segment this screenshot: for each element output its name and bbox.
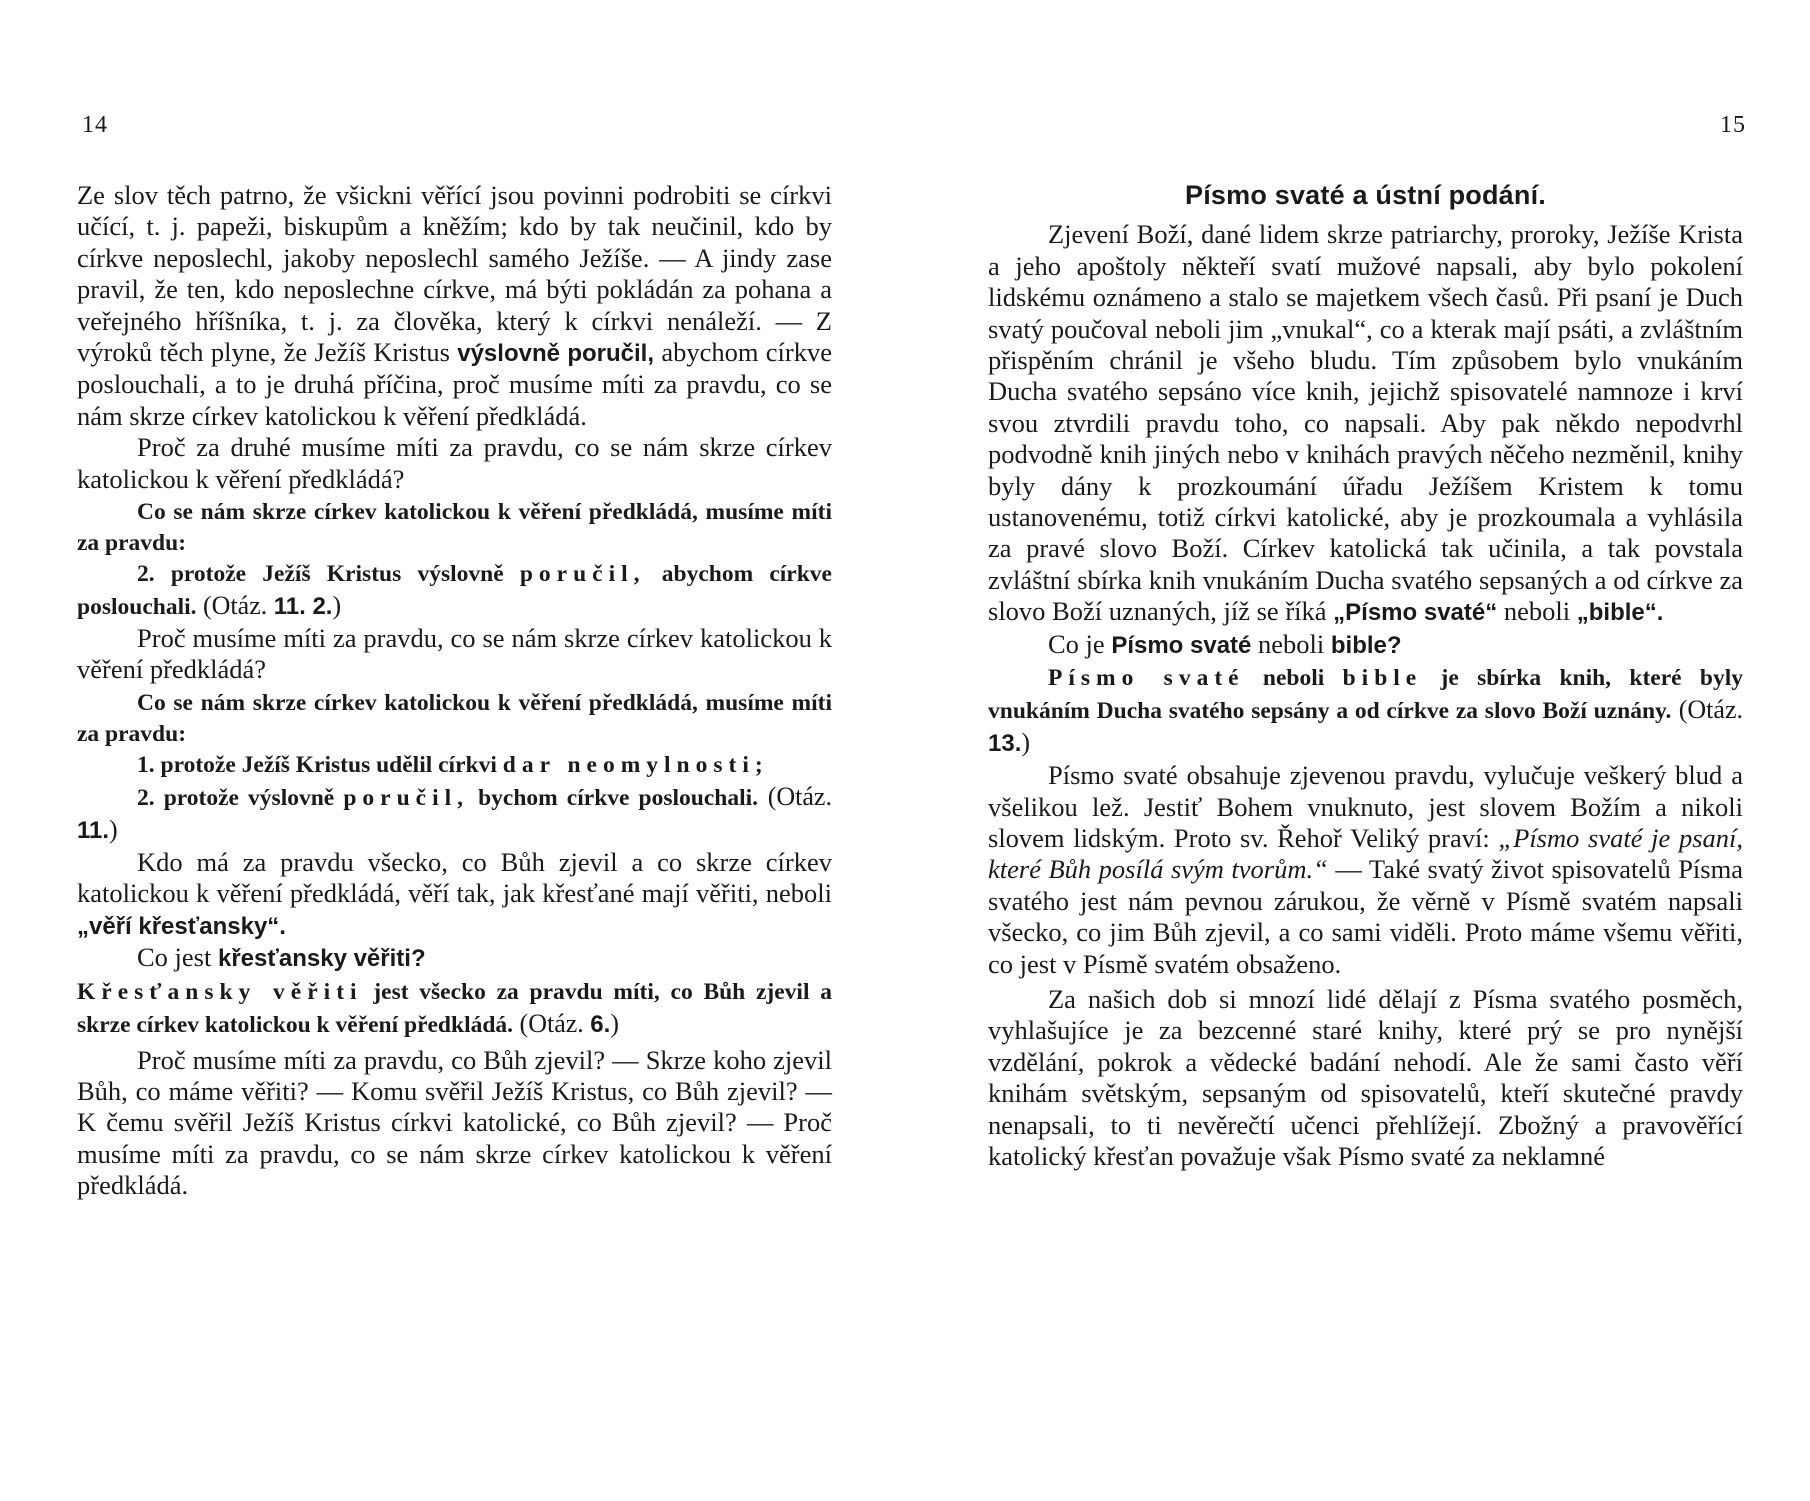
ref-text: ) bbox=[332, 591, 342, 621]
text-run: jest všecko za pravdu míti, co Bůh zjevil a skrze církev katolickou k věření předkládá. bbox=[77, 978, 832, 1038]
text-run: neboli bbox=[1497, 596, 1577, 627]
question bbox=[77, 942, 832, 974]
answer-item bbox=[77, 559, 832, 623]
question: Proč za druhé musíme míti za pravdu, co se nám skrze církev katolickou k věření předkládá? bbox=[77, 432, 832, 494]
emphasis: křesťansky věřiti? bbox=[217, 945, 426, 973]
text-run: Co je bbox=[1048, 628, 1112, 659]
spaced-text: poručil, bbox=[343, 784, 469, 811]
ref-number: 11. bbox=[77, 816, 110, 844]
page-number: 14 bbox=[82, 112, 108, 138]
answer-item bbox=[77, 750, 832, 781]
answer-item bbox=[988, 663, 1743, 760]
paragraph: Za našich dob si mnozí lidé dělají z Písma svatého posměch, vyhlašujíce je za bezcenné staré knihy, které prý se pro nynější vzdělání, pokrok a vědecké badání nehodí. Ale že sami často věří knihám světským, sepsaným od spisovatelů, kteří skutečné pravdy nenapsali, to ti nevěrečtí učenci přehlížejí. Zbožný a pravověřící katolický křesťan považuje však Písmo svaté za neklamné bbox=[988, 983, 1743, 1171]
left-column bbox=[77, 180, 832, 1202]
answer-item bbox=[77, 781, 832, 847]
spaced-text: dar neomylnosti; bbox=[502, 751, 769, 778]
emphasis: výslovně poručil, bbox=[457, 340, 654, 368]
text-run: 1. protože Ježíš Kristus udělil církvi bbox=[137, 751, 503, 778]
section-heading: Písmo svaté a ústní podání. bbox=[1185, 180, 1546, 210]
emphasis: „Písmo svaté“ bbox=[1333, 599, 1498, 627]
text-run: bychom církve poslouchali. bbox=[469, 784, 759, 811]
question-list: Proč musíme míti za pravdu, co Bůh zjevil? — Skrze koho zjevil Bůh, co máme věřiti? — Komu svěřil Ježíš Kristus, co Bůh zjevil? — K čemu svěřil Ježíš Kristus církvi katolické, co Bůh zjevil? — Proč musíme míti za pravdu, co se nám skrze církev katolickou k věření předkládá. bbox=[77, 1044, 832, 1201]
text-run: Písmo svaté obsahuje zjevenou pravdu, vylučuje veškerý blud a všelikou lež. Jestiť Bohem vnuknuto, jest slovem Božím a nikoli slovem lidským. Proto sv. Řehoř Veliký praví: bbox=[988, 760, 1743, 853]
answer-intro: Co se nám skrze církev katolickou k věření předkládá, musíme míti za pravdu: bbox=[77, 499, 832, 557]
text-run: abychom církve poslouchali, a to je druhá příčina, proč musíme míti za pravdu, co se nám skrze církev katolickou k věření předkládá. bbox=[77, 337, 832, 431]
ref-text: (Otáz. bbox=[1671, 695, 1743, 725]
ref-number: 11. 2. bbox=[273, 593, 333, 621]
spaced-text: poručil, bbox=[519, 561, 646, 588]
quotation: „Písmo svaté je psaní, které Bůh posílá svým tvorům.“ bbox=[988, 822, 1743, 885]
text-run: 2. protože výslovně bbox=[137, 784, 344, 811]
emphasis: bible? bbox=[1330, 631, 1402, 659]
ref-text: (Otáz. bbox=[196, 591, 274, 621]
answer-item bbox=[77, 977, 832, 1041]
paragraph bbox=[988, 219, 1743, 628]
emphasis: Písmo svaté bbox=[1111, 631, 1252, 659]
page-number: 15 bbox=[1720, 112, 1746, 138]
paragraph bbox=[77, 180, 832, 432]
ref-text: ) bbox=[109, 814, 118, 844]
spaced-text: Písmo svaté bbox=[1048, 665, 1245, 692]
spaced-text: Křesťansky věřiti bbox=[77, 978, 363, 1005]
question bbox=[988, 629, 1743, 661]
right-page bbox=[905, 0, 1810, 1501]
spaced-text: bible bbox=[1342, 665, 1423, 692]
text-run: neboli bbox=[1251, 628, 1331, 659]
question: Proč musíme míti za pravdu, co se nám skrze církev katolickou k věření předkládá? bbox=[77, 623, 832, 685]
ref-number: 6. bbox=[590, 1010, 611, 1038]
right-column bbox=[988, 180, 1743, 1172]
text-run: je sbírka knih, které byly vnukáním Ducha svatého sepsány a od církve za slovo Boží uznány. bbox=[988, 665, 1743, 725]
ref-text: (Otáz. bbox=[758, 781, 832, 811]
text-run: — Také svatý život spisovatelů Písma svatého jest nám pevnou zárukou, že věrně v Písmě svatém napsali všecko, co jim Bůh zjevil, a co sami viděli. Proto máme všemu věřiti, co jest v Písmě svatém obsaženo. bbox=[988, 854, 1743, 979]
text-run: abychom církve poslouchali. bbox=[77, 561, 832, 621]
ref-text: (Otáz. bbox=[513, 1008, 591, 1038]
text-run: Zjevení Boží, dané lidem skrze patriarchy, proroky, Ježíše Krista a jeho apoštoly někteří svatí mužové napsali, aby bylo pokolení lidskému oznámeno a stalo se majetkem všech časů. Při psaní je Duch svatý poučoval neboli jim „vnukal“, co a kterak mají psáti, a zvláštním přispěním chránil je všeho bludu. Tím způsobem bylo vnukáním Ducha svatého sepsáno více knih, jejichž spisovatelé namnoze i krví svou ztvrdili pravdu toho, co napsali. Aby pak někdo nepodvrhl podvodně knih jiných nebo v knihách pravých něčeho nezměnil, knihy byly dány k prozkoumání úřadu Ježíšem Kristem k tomu ustanovenému, totiž církvi katolické, aby je prozkoumala a vyhlásila za pravé slovo Boží. Církev katolická tak učinila, a tak povstala zvláštní sbírka knih vnukáním Ducha svatého sepsaných a od církve za slovo Boží uznaných, jíž se říká bbox=[988, 219, 1743, 627]
text-run: Ze slov těch patrno, že všickni věřící jsou povinni podrobiti se církvi učící, t. j. papeži, biskupům a kněžím; kdo by tak neučinil, kdo by církve neposlechl, jakoby neposlechl samého Ježíše. — A jindy zase pravil, že ten, kdo neposlechne církve, má býti pokládán za pohana a veřejného hříšníka, t. j. za člověka, který k církvi nenáleží. — Z výroků těch plyne, že Ježíš Kristus bbox=[77, 180, 832, 368]
paragraph bbox=[77, 847, 832, 942]
text-run: 2. protože Ježíš Kristus výslovně bbox=[137, 561, 520, 588]
paragraph bbox=[988, 760, 1743, 980]
emphasis: „věří křesťansky“. bbox=[77, 912, 286, 940]
answer-intro: Co se nám skrze církev katolickou k věření předkládá, musíme míti za pravdu: bbox=[77, 689, 832, 747]
emphasis: „bible“. bbox=[1576, 599, 1664, 627]
ref-number: 13. bbox=[988, 730, 1022, 758]
ref-text: ) bbox=[610, 1008, 619, 1038]
text-run: Co jest bbox=[137, 942, 218, 973]
text-run: Kdo má za pravdu všecko, co Bůh zjevil a co skrze církev katolickou k věření předkládá, věří tak, jak křesťané mají věřiti, neboli bbox=[77, 846, 832, 909]
ref-text: ) bbox=[1021, 728, 1031, 758]
text-run: neboli bbox=[1244, 665, 1343, 692]
